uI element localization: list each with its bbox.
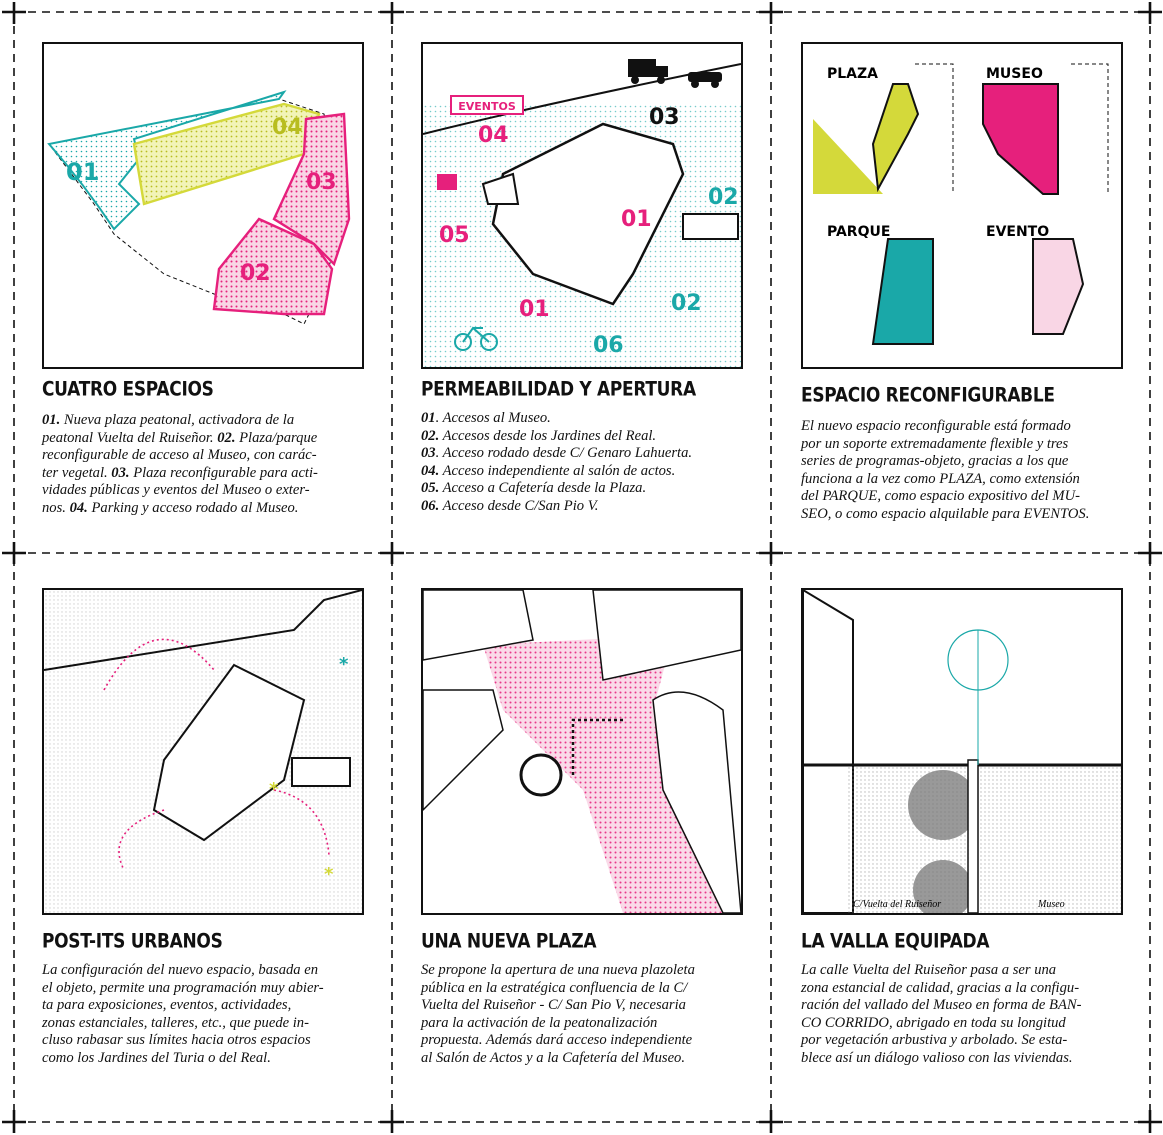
label-04: 04 bbox=[272, 115, 303, 140]
svg-text:*: * bbox=[339, 654, 349, 675]
text-segment: Plaza reconfigurable para acti- bbox=[129, 464, 318, 481]
text-segment: para la activación de la peatonalización bbox=[421, 1014, 658, 1031]
text-line bbox=[801, 418, 1141, 436]
bold-number: 01. bbox=[42, 412, 61, 428]
label-02a: 02 bbox=[708, 185, 739, 210]
text-line bbox=[42, 447, 372, 465]
text-segment: peatonal Vuelta del Ruiseñor. bbox=[42, 429, 218, 446]
panel-title: UNA NUEVA PLAZA bbox=[421, 930, 597, 953]
text-segment: vidades públicas y eventos del Museo o exter- bbox=[42, 482, 310, 499]
bold-number: 03. bbox=[111, 464, 130, 481]
text-segment: al Salón de Actos y a la Cafetería del Museo. bbox=[421, 1049, 685, 1066]
text-segment: ración del vallado del Museo en forma de BAN- bbox=[801, 997, 1082, 1014]
label-03: 03 bbox=[306, 170, 337, 195]
text-segment: el objeto, permite una programación muy abier- bbox=[42, 979, 324, 996]
text-line bbox=[42, 430, 372, 448]
text-segment: nos. bbox=[42, 499, 70, 516]
label-01b: 01 bbox=[519, 297, 550, 322]
text-line bbox=[421, 997, 751, 1015]
text-segment: reconfigurable de acceso al Museo, con carác- bbox=[42, 447, 317, 464]
panel-text bbox=[42, 962, 372, 1068]
text-segment: cluso rabasar sus límites hacia otros espacios bbox=[42, 1032, 311, 1049]
text-line bbox=[801, 1032, 1141, 1050]
text-line bbox=[42, 500, 372, 518]
text-line bbox=[421, 410, 751, 428]
truck-icon bbox=[628, 59, 668, 84]
text-line bbox=[801, 506, 1141, 524]
text-segment: por vegetación arbustiva y arbolado. Se esta- bbox=[801, 1032, 1068, 1049]
car-icon bbox=[688, 72, 722, 88]
bold-number: 04. bbox=[69, 499, 88, 516]
panel-title: POST-ITS URBANOS bbox=[42, 930, 223, 953]
text-line bbox=[801, 997, 1141, 1015]
text-line bbox=[42, 482, 372, 500]
label-parque: PARQUE bbox=[827, 224, 891, 240]
text-line bbox=[42, 997, 372, 1015]
text-segment: Acceso independiente al salón de actos. bbox=[439, 462, 676, 479]
bold-number: 02. bbox=[217, 429, 236, 446]
panel-text bbox=[421, 410, 751, 516]
text-line bbox=[421, 480, 751, 498]
text-line bbox=[42, 1032, 372, 1050]
text-line bbox=[42, 1050, 372, 1068]
label-01a: 01 bbox=[621, 207, 652, 232]
panel-title: ESPACIO RECONFIGURABLE bbox=[801, 384, 1055, 407]
label-06: 06 bbox=[593, 333, 624, 358]
text-segment: propuesta. Además dará acceso independiente bbox=[421, 1032, 693, 1049]
text-segment: Parking y acceso rodado al Museo. bbox=[87, 499, 299, 516]
text-line bbox=[801, 1050, 1141, 1068]
svg-text:*: * bbox=[269, 779, 279, 800]
text-line bbox=[801, 488, 1141, 506]
text-line bbox=[421, 463, 751, 481]
label-02: 02 bbox=[240, 261, 271, 286]
label-museo: MUSEO bbox=[986, 66, 1043, 82]
text-segment: Plaza/parque bbox=[235, 429, 318, 446]
label-02b: 02 bbox=[671, 291, 702, 316]
label-museo: Museo bbox=[1038, 899, 1065, 910]
text-line bbox=[42, 962, 372, 980]
text-segment: ter vegetal. bbox=[42, 464, 112, 481]
panel-title: LA VALLA EQUIPADA bbox=[801, 930, 990, 953]
text-segment: series de programas-objeto, gracias a los que bbox=[801, 453, 1069, 470]
text-segment: por un soporte extremadamente flexible y tres bbox=[801, 435, 1069, 452]
text-line bbox=[801, 436, 1141, 454]
axonometric-post-its bbox=[42, 588, 364, 915]
text-segment: blece así un diálogo valioso con las viviendas. bbox=[801, 1049, 1073, 1066]
label-evento: EVENTO bbox=[986, 224, 1050, 240]
eventos-banner: EVENTOS bbox=[458, 100, 516, 113]
text-segment: Acceso desde C/San Pio V. bbox=[439, 497, 599, 514]
text-segment: Se propone la apertura de una nueva plazoleta bbox=[421, 962, 695, 978]
text-line bbox=[801, 962, 1141, 980]
coffee-icon bbox=[437, 174, 457, 190]
text-segment: como los Jardines del Turia o del Real. bbox=[42, 1049, 271, 1066]
text-line bbox=[801, 453, 1141, 471]
label-calle: C/Vuelta del Ruiseñor bbox=[853, 899, 942, 910]
text-segment: . Accesos al Museo. bbox=[435, 410, 551, 426]
text-line bbox=[42, 412, 372, 430]
site-plan-four-spaces bbox=[42, 42, 364, 369]
label-04: 04 bbox=[478, 123, 509, 148]
text-line bbox=[801, 1015, 1141, 1033]
text-line bbox=[421, 1015, 751, 1033]
text-segment: pública en la estratégica confluencia de la C/ bbox=[421, 979, 688, 996]
text-segment: del PARQUE, como espacio expositivo del MU- bbox=[801, 488, 1080, 505]
bold-number: 05. bbox=[421, 480, 440, 497]
panel-text bbox=[42, 412, 372, 518]
bold-number: 02. bbox=[421, 427, 440, 444]
bold-number: 03 bbox=[421, 445, 436, 462]
text-line bbox=[421, 498, 751, 516]
text-line bbox=[42, 980, 372, 998]
text-segment: Acceso a Cafetería desde la Plaza. bbox=[439, 480, 647, 497]
bold-number: 01 bbox=[421, 410, 436, 426]
text-segment: El nuevo espacio reconfigurable está formado bbox=[801, 418, 1071, 434]
text-line bbox=[421, 1050, 751, 1068]
text-segment: Vuelta del Ruiseñor - C/ San Pio V, necesaria bbox=[421, 997, 686, 1014]
text-segment: funciona a la vez como PLAZA, como extensión bbox=[801, 470, 1080, 487]
text-line bbox=[421, 445, 751, 463]
text-line bbox=[421, 962, 751, 980]
text-line bbox=[42, 1015, 372, 1033]
text-line bbox=[421, 428, 751, 446]
bold-number: 04. bbox=[421, 462, 440, 479]
text-line bbox=[801, 980, 1141, 998]
panel-text bbox=[421, 962, 751, 1068]
axonometric-new-plaza bbox=[421, 588, 743, 915]
panel-title: PERMEABILIDAD Y APERTURA bbox=[421, 378, 696, 401]
label-05: 05 bbox=[439, 223, 470, 248]
text-segment: La configuración del nuevo espacio, basada en bbox=[42, 962, 319, 978]
access-diagram bbox=[421, 42, 743, 369]
text-segment: zona estancial de calidad, gracias a la configu- bbox=[801, 979, 1080, 996]
bold-number: 06. bbox=[421, 497, 440, 514]
text-line bbox=[421, 1032, 751, 1050]
reconfigurable-diagram bbox=[801, 42, 1123, 369]
text-segment: . Acceso rodado desde C/ Genaro Lahuerta. bbox=[435, 445, 693, 462]
text-segment: ta para exposiciones, eventos, actividades, bbox=[42, 997, 292, 1014]
label-03: 03 bbox=[649, 105, 680, 130]
text-line bbox=[42, 465, 372, 483]
text-segment: Nueva plaza peatonal, activadora de la bbox=[60, 412, 295, 428]
text-segment: La calle Vuelta del Ruiseñor pasa a ser una bbox=[801, 962, 1057, 978]
text-segment: zonas estanciales, talleres, etc., que puede in- bbox=[42, 1014, 309, 1031]
panel-text bbox=[801, 962, 1141, 1068]
panel-title: CUATRO ESPACIOS bbox=[42, 378, 214, 401]
label-plaza: PLAZA bbox=[827, 66, 879, 82]
label-01: 01 bbox=[66, 158, 100, 186]
text-line bbox=[421, 980, 751, 998]
panel-text bbox=[801, 418, 1141, 524]
text-segment: SEO, o como espacio alquilable para EVENTOS. bbox=[801, 505, 1090, 522]
svg-text:*: * bbox=[324, 864, 334, 885]
text-segment: Accesos desde los Jardines del Real. bbox=[439, 427, 657, 444]
section-valla bbox=[801, 588, 1123, 915]
text-line bbox=[801, 471, 1141, 489]
text-segment: CO CORRIDO, abrigado en toda su longitud bbox=[801, 1014, 1066, 1031]
